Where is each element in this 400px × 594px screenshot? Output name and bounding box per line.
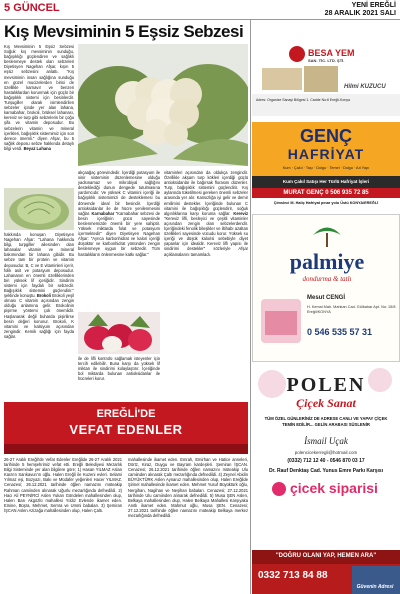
polen-name: POLEN	[286, 374, 366, 396]
article-headline: Kış Mevsiminin 5 Eşsiz Sebzesi	[4, 22, 244, 41]
polen-web: polencicekerregli@hotmail.com	[294, 450, 358, 455]
cauliflower-photo	[78, 44, 248, 166]
page-number-section: 5 GÜNCEL	[4, 2, 60, 14]
palmiye-address: H. Kemal Mah. Mahkan Cad. Gülbahar Apt. No: 15/8 Ereğli/KONYA	[307, 305, 396, 314]
obituaries-col1: 26-27 Aralık Ereğli'de Vefat Edenler Ereğlide 26-27 Aralık 2021 tarihinde 5 hemşehrimiz vefat etti. Ereğli Belediyesi Mezarlık Bilgi Sisteminde yer alan bilgilere göre; 1) Hasan YILMAZ Aslan Kara'ın Sarıkavun'ın oğlu. Halen Ereğli ile Kuzeni evleri. Selami Yılmaz eşi, Bozyazı, Bakı ve Müdafer yeğenleri Hacer YILMAZ. Cenazesi; 26.12.2021 tarihinde öğlen namazını müteakip Rahman camiinden alınarak Uğurlu mezarlığında defnedildi. 2) Hacı Ali PEYNİRCİ Aslen Yukarı Göndelen mahallesinden olup, Halen Barı Akgözlü mahallesi Yıldız Evlende ikamet eden. Emine, Büşra, Mehmet, Semra ve Ummi babaları. 3) Şemiran İŞCAN Aslen Azizağa mahallesinden olup, Halen Çaltı.	[4, 457, 122, 513]
polen-phone: (0332) 712 12 40 - 0546 870 03 17	[287, 458, 365, 464]
palmiye-name: palmiye	[289, 249, 365, 274]
paper-date: YENİ EREĞLİ 28 ARALIK 2021 SALI	[324, 2, 396, 17]
genc-line1: GENÇ	[299, 126, 352, 146]
article-col2: akçaağaç görevindedir. İçerdiği potasyum ile sinir sisteminin düzenlemesine olduğu yadsınamaz ve mikrobiyal sağlığını desteklediği dunun dengede tutulmasına yardımcıdır. Ve yüksek C vitamini içeriği ile bağışıklık sistemimizi de desteklemesi bu dönemde ideal bir besindir. İçerdiği antioksidanlar ile de hücre yenilenmesini sağlar. Karnabahar "Karnabahar sebzesi de besin içeriğinin gücü sayesinde beslenmemizde önemli bir yere sahiptir. Yüksek miktarda folat ve potasyum içermektedir" diyen Diyetisyen Nagehan Afşar: "Ayrıca karbonhidrat ve kalori içeriği düşüktür ve karbonhidrat yönünden zengin beslenmeye uygun bir sebzedir. Tüm hastalıkların önlenmesine katkı sağlar."	[78, 170, 160, 257]
guvenin-phone: 0332 713 84 88	[258, 570, 328, 581]
ad-palmiye	[252, 214, 400, 362]
obituaries-col2: mahallesinde ikamet eden. Emrah, Emirhan ve Hatice anneleri, Dörtz, Kiraz, Duygu ve Bayram kardeşleri. Şemiran İŞCAN. Cenazesi; 26.12.2021 tarihinde öğlen namazını müteakip Ulu camiinden alınarak Çaltı mezarlığında defnedildi. 4) Zeynel Abidin BÜYÜKTÜRK Aslen Aynaruz mahallesinden olup, Halen Ereğlide Şirinel mahallesinde ikamet eden. Mehmet Yusuf Büyüktürk oğlu, Nergihan, Nagihan ve Neşihan babaları. Cenazesi; 27.12.2021 tarihinde Ulu camiinden alınarak defnedildi. 5) Musa ŞEN Aslen, Belkaya mahallesinden olup, Halen Belkaya Mahallesi Karşıyaka Anıtlı ikamet eden. Mahmut oğlu, Musa ŞEN. Cenazesi; 27.12.2021 tarihinde öğlen namazını müteakip Belkaya merkez mezarlığında defnedildi.	[128, 457, 248, 519]
radish-photo	[78, 312, 160, 354]
genc-line4: Kum Çakıl Satışı Her Türlü Hafriyat İşleri	[282, 179, 370, 184]
besa-person: Hilmi KUZUCU	[344, 84, 386, 90]
palmiye-tag: dondurma & tatlı	[302, 275, 352, 283]
genc-line6: Çimsleci M. Haliç Hafriyat pınar yolu Üstü KONYA/EREĞLİ	[273, 201, 379, 205]
article-col1b: hakkında konuşan Diyetisyen Nagehan Afşar: "Lahana hakkında bilgi, turpgiller ailesinden olan lahanalar vitamin ve mineral bakımından bir lahana gibidir. Bu sebze tam bir protein ve vitamin deposudur. B, C ve E vitaminleri içerir, folik asit ve potasyum deposudur. Lahananın en önemli özelliklerinden biri yüksek lif içeriğidir. Sindirim sistemi için faydalı bir sebzedir. Bağışıklık sistemini güçlendirir." şeklinde konuştu. Brokoli Brokoli yeşil olması C vitamin açısından zengin olduğu anlamına gelir. Brokolinin pişirme yöntemi çok önemlidir. Haşlanarak değil buharda pişirilirse besin değeri korunur. Brokoli, K vitamini ve kalsiyum açısından zengindir. Kemik sağlığı için fayda sağlar.	[4, 232, 74, 339]
cicek-name: çicek siparisi	[290, 480, 378, 496]
palmiye-person: Mesut CENGİ	[307, 295, 346, 301]
besa-name: BESA YEM	[308, 48, 355, 58]
polen-sub: Çiçek Sanat	[296, 396, 356, 410]
obituaries-title-top: EREĞLİ'DE	[96, 408, 156, 420]
cabbage-image	[4, 188, 74, 230]
genc-line2: HAFRİYAT	[287, 146, 365, 162]
cauliflower-image	[78, 44, 248, 166]
polen-line: TÜM ÖZEL GÜNLERİNİZ DE ADRESE CANLI VE YAPAY ÇİÇEK TEMİN EDİLİR... GELİN ARABASI SÜSLENİR	[264, 416, 388, 427]
ad-polen	[252, 364, 400, 500]
radish-image	[78, 312, 160, 354]
article-col1: Kış Mevsiminin 5 Eşsiz Sebzesi Soğuk kış mevsiminin sunduğu, bağışıklığı güçlendiren ve sağlıklı beslenmeye destek olan sebzeleri Diyetisyen Nagehan Afşar, kışın 5 eşsiz sebzesini anlattı. "Kış mevsiminin insan sağlığına sunduğu en güzel mucizelerden birisi de özellikle karnavır ve benzeri hastalıklardan korunmak için güçlü bir bağışıklık sistemi için besinlerdir. Turşugiller olarak isimlendirilen sebzeler içinde yer alan lahana, karnabahar, brokoli, brüksel lahanası, kereviz ve turp gibi sebzelerin bir çoğu şifa ve vitamin deposudur. Bu sebzelerin vitamin ve mineral içerikleri, bağışıklık sistemimiz için son derece önemli." diyen Afşar, bu 5 sağlık deposu sebze hakkında detaylı bilgi verdi. Beyaz Lahana	[4, 44, 74, 151]
ad-besa-yem	[252, 36, 400, 116]
guvenin-brand: Güvenin Adresi	[356, 584, 394, 590]
cicek-logo-icon	[272, 482, 286, 496]
ad-genc-hafriyat	[252, 122, 400, 208]
guvenin-slogan: "DOĞRU OLANI YAP, HEMEN ARA"	[275, 553, 377, 559]
genc-line3: Kum · Çakıl · Taşı · Dolgu · Temel · Dolgu · Aıt Yapı	[282, 166, 370, 170]
palmiye-phone: 0 546 535 57 31	[307, 327, 373, 337]
polen-person: İsmail Uçak	[304, 436, 348, 446]
ads-column	[252, 20, 400, 594]
obituaries-title-main: VEFAT EDENLER	[69, 422, 183, 437]
column-divider	[250, 20, 251, 594]
cabbage-photo	[4, 188, 74, 230]
obituaries-banner	[4, 402, 248, 454]
cicek-siparisi-banner	[272, 480, 396, 498]
article-col2c: ile de lifli kontrolü sağlamak isteyenler için tercih edilebilir. Buna karşı da yüksek lif miktarı ile sindirimi kolaylaştırır. İçeriğinde bol miktarda bulunan antioksidanlar ile hücreleri korur.	[78, 356, 160, 382]
ad-guvenin-adresi	[252, 550, 400, 594]
palmiye-bg	[253, 215, 400, 362]
polen-clinic: Dr. Rauf Denktaş Cad. Yunus Emre Parkı Karşısı	[268, 468, 384, 474]
article-col3: vitaminleri açısından da oldukça zengindir. Özellikle akşam turp kökleri içerdiği güçlü antioksidanlar ile bağırsak florasını düzenler. Turp, bağışıklık sistemini güçlendirir. Kış aylarında tüketilmesi gereken önemli sebzeler arasında yer alır. Kansızlığa iyi gelir ve demir emilimini destekler. İçeriğinde bulunan C vitamini ile bağışıklığı güçlendirir, soğuk algınlıklarına karşı koruma sağlar. Kereviz "Kereviz lifli, besleyici ve çeşitli vitaminler açısından zengin olan sebzelerdendir. İçeriğindeki fenolik bileşikler ve iltihabı azaltan özellikleri sayesinde vücudu korur. Yüksek su içeriği ve düşük kalorisi sebebiyle diyet yapanlar için idealdir. Kereviz lifli yapısı ile sindirimi destekler" sözleriyle Afşar açıklamalarını tamamladı.	[164, 170, 248, 257]
genc-line5: MURAT GENÇ 0 506 935 72 85	[283, 190, 369, 196]
page-header	[0, 0, 400, 20]
besa-address: Adres: Organize Sanayi Bölgesi 1. Cadde No:6 Ereğli-Konya	[256, 98, 350, 102]
besa-sub: SAN. TİC. LTD. ŞTİ.	[308, 58, 345, 63]
